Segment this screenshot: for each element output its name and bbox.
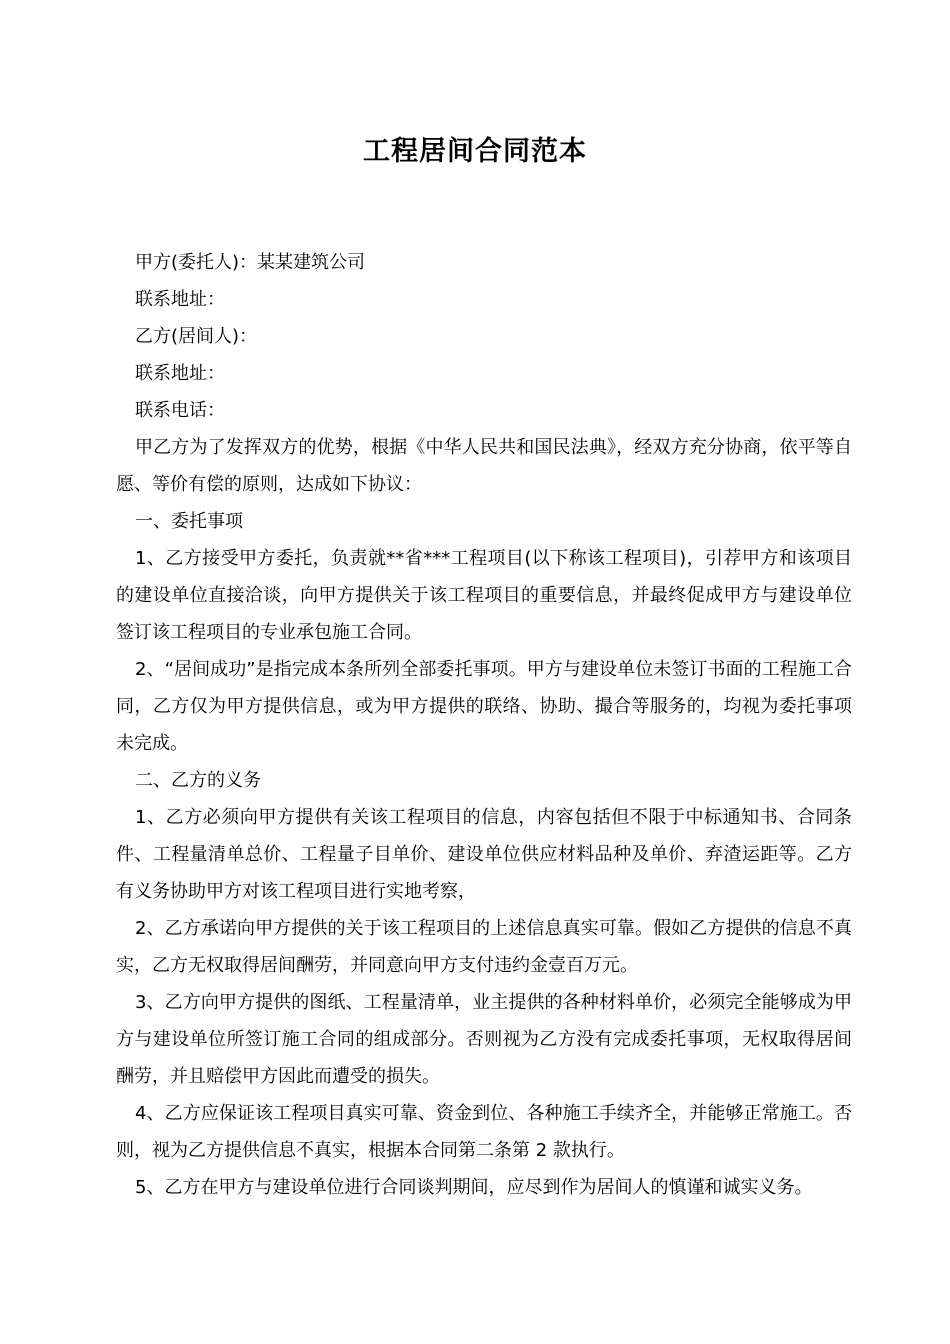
document-body	[116, 244, 852, 1206]
party-b-address-line: 联系地址：	[135, 363, 225, 384]
preamble-paragraph: 甲乙方为了发挥双方的优势，根据《中华人民共和国民法典》，经双方充分协商，依平等自愿、等价有偿的原则，达成如下协议：	[116, 437, 852, 495]
clause-2-4: 4、乙方应保证该工程项目真实可靠、资金到位、各种施工手续齐全，并能够正常施工。否则，视为乙方提供信息不真实，根据本合同第二条第 2 款执行。	[116, 1103, 852, 1161]
party-b-phone-line: 联系电话：	[135, 400, 225, 421]
party-a-line: 甲方(委托人)：某某建筑公司	[135, 252, 366, 273]
clause-2-5: 5、乙方在甲方与建设单位进行合同谈判期间，应尽到作为居间人的慎谨和诚实义务。	[135, 1177, 813, 1198]
clause-1-2: 2、“居间成功”是指完成本条所列全部委托事项。甲方与建设单位未签订书面的工程施工合同，乙方仅为甲方提供信息，或为甲方提供的联络、协助、撮合等服务的，均视为委托事项未完成。	[116, 659, 852, 754]
document-title: 工程居间合同范本	[363, 136, 587, 167]
clause-2-3: 3、乙方向甲方提供的图纸、工程量清单，业主提供的各种材料单价，必须完全能够成为甲方与建设单位所签订施工合同的组成部分。否则视为乙方没有完成委托事项，无权取得居间酬劳，并且赔偿甲方因此而遭受的损失。	[116, 992, 852, 1087]
party-b-line: 乙方(居间人)：	[135, 326, 258, 347]
section-heading-entrusted-matters: 一、委托事项	[135, 511, 243, 532]
section-heading-party-b-obligations: 二、乙方的义务	[135, 770, 261, 791]
clause-2-1: 1、乙方必须向甲方提供有关该工程项目的信息，内容包括但不限于中标通知书、合同条件、工程量清单总价、工程量子目单价、建设单位供应材料品种及单价、弃渣运距等。乙方有义务协助甲方对该工程项目进行实地考察，	[116, 807, 852, 902]
clause-1-1: 1、乙方接受甲方委托，负责就**省***工程项目(以下称该工程项目)，引荐甲方和该项目的建设单位直接洽谈，向甲方提供关于该工程项目的重要信息，并最终促成甲方与建设单位签订该工程项目的专业承包施工合同。	[116, 548, 852, 643]
party-a-address-line: 联系地址：	[135, 289, 225, 310]
clause-2-2: 2、乙方承诺向甲方提供的关于该工程项目的上述信息真实可靠。假如乙方提供的信息不真实，乙方无权取得居间酬劳，并同意向甲方支付违约金壹百万元。	[116, 918, 852, 976]
